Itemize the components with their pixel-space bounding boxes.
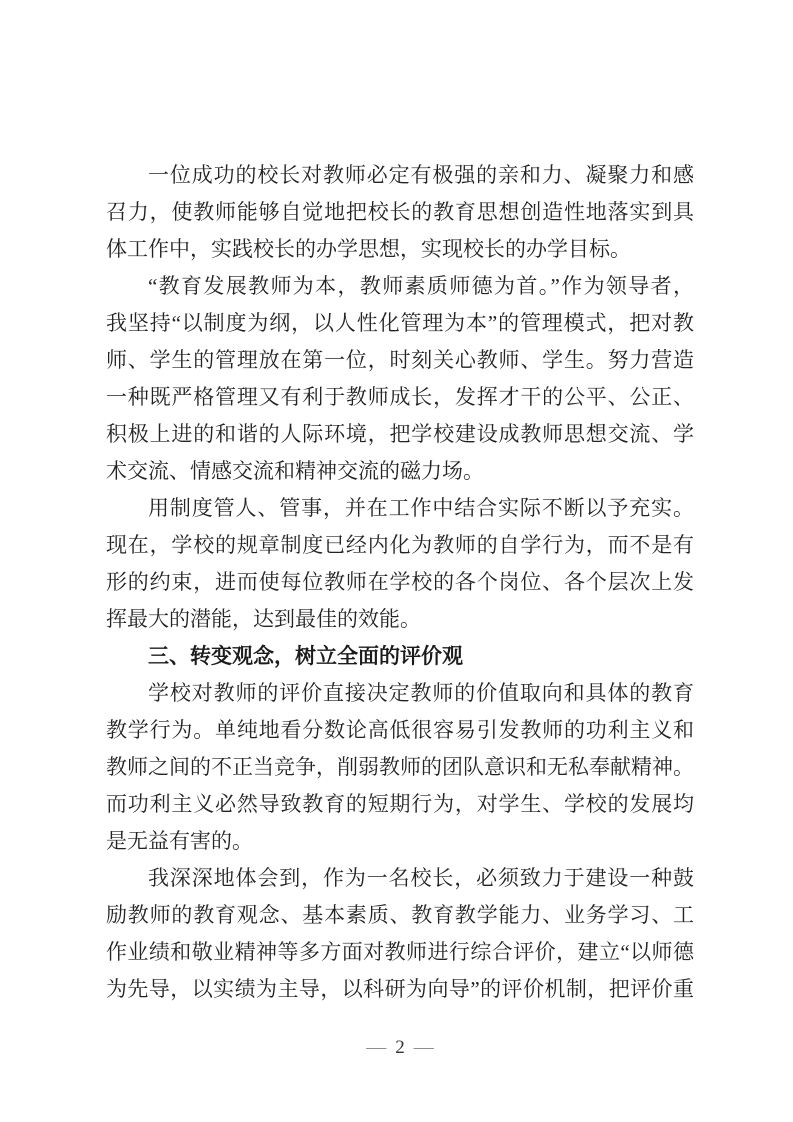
text-line: 我深深地体会到，作为一名校长，必须致力于建设一种鼓: [148, 866, 694, 890]
page-footer: [106, 1034, 694, 1060]
text-line: 用制度管人、管事，并在工作中结合实际不断以予充实。: [148, 496, 694, 520]
text-line: 一种既严格管理又有利于教师成长，发挥才干的公平、公正、: [106, 385, 694, 409]
text-line: 是无益有害的。: [106, 829, 253, 853]
text-line: 积极上进的和谐的人际环境，把学校建设成教师思想交流、学: [106, 422, 694, 446]
footer-dash-right: —: [413, 1036, 434, 1058]
text-line: “教育发展教师为本，教师素质师德为首。”作为领导者，: [148, 274, 694, 298]
text-line: 励教师的教育观念、基本素质、教育教学能力、业务学习、工: [106, 903, 694, 927]
text-line: 为先导，以实绩为主导，以科研为向导”的评价机制，把评价重: [106, 977, 694, 1001]
text-line: 教师之间的不正当竞争，削弱教师的团队意识和无私奉献精神。: [106, 755, 694, 779]
text-line: 我坚持“以制度为纲，以人性化管理为本”的管理模式，把对教: [106, 311, 694, 335]
text-line: 挥最大的潜能，达到最佳的效能。: [106, 607, 421, 631]
text-line: 召力，使教师能够自觉地把校长的教育思想创造性地落实到具: [106, 200, 694, 224]
text-line: 形的约束，进而使每位教师在学校的各个岗位、各个层次上发: [106, 570, 694, 594]
page-number: 2: [395, 1037, 405, 1058]
text-line: 师、学生的管理放在第一位，时刻关心教师、学生。努力营造: [106, 348, 694, 372]
text-line: 学校对教师的评价直接决定教师的价值取向和具体的教育: [148, 681, 694, 705]
footer-dash-left: —: [366, 1036, 387, 1058]
section-heading: 三、转变观念，树立全面的评价观: [148, 644, 463, 668]
text-line: 一位成功的校长对教师必定有极强的亲和力、凝聚力和感: [148, 163, 694, 187]
text-line: 现在，学校的规章制度已经内化为教师的自学行为，而不是有: [106, 533, 694, 557]
document-body: [106, 157, 694, 1008]
text-line: 术交流、情感交流和精神交流的磁力场。: [106, 459, 484, 483]
text-line: 而功利主义必然导致教育的短期行为，对学生、学校的发展均: [106, 792, 694, 816]
text-line: 作业绩和敬业精神等多方面对教师进行综合评价，建立“以师德: [106, 940, 694, 964]
text-line: 体工作中，实践校长的办学思想，实现校长的办学目标。: [106, 237, 631, 261]
text-line: 教学行为。单纯地看分数论高低很容易引发教师的功利主义和: [106, 718, 694, 742]
